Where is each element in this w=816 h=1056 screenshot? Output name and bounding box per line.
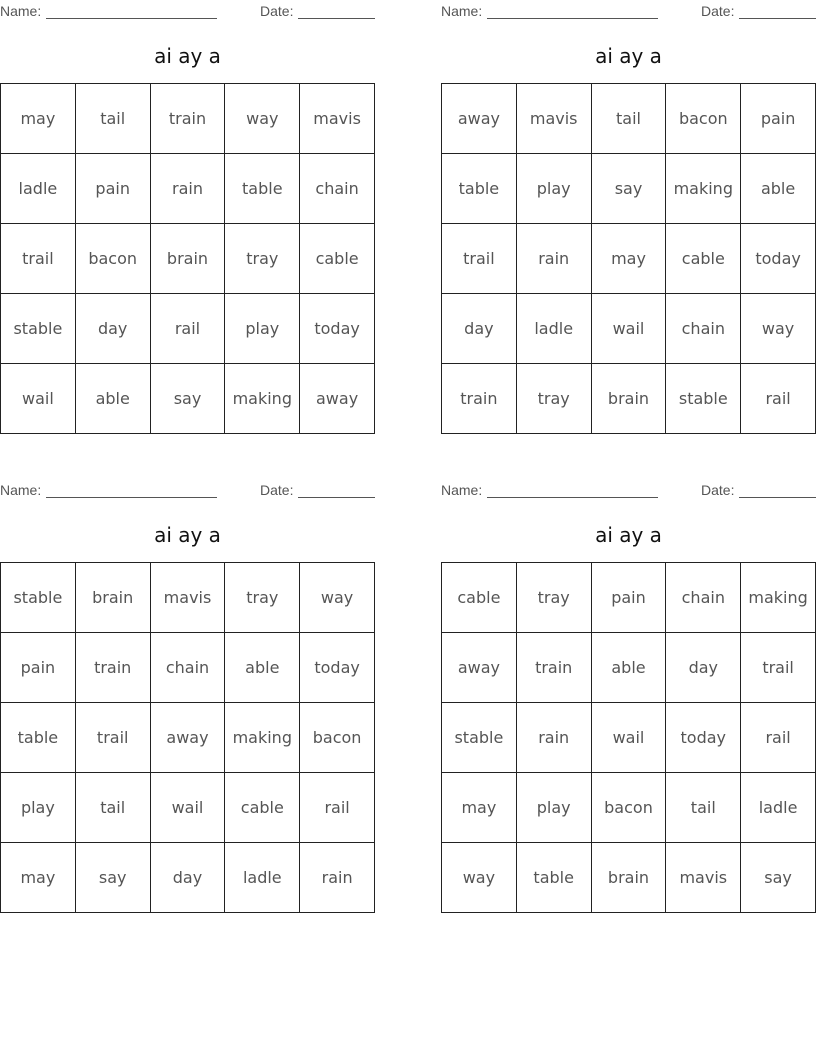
word-grid	[0, 83, 375, 434]
grid-cell: say	[76, 843, 151, 913]
word-grid	[441, 83, 816, 434]
grid-cell: away	[151, 703, 226, 773]
grid-cell: table	[225, 154, 300, 224]
grid-cell: brain	[76, 563, 151, 633]
grid-cell: may	[1, 843, 76, 913]
name-label: Name:	[441, 3, 483, 19]
grid-cell: day	[666, 633, 741, 703]
grid-cell: may	[592, 224, 667, 294]
card-header	[441, 3, 816, 21]
grid-cell: cable	[442, 563, 517, 633]
name-line	[487, 497, 658, 498]
grid-cell: train	[151, 84, 226, 154]
grid-cell: rail	[300, 773, 375, 843]
name-label: Name:	[441, 482, 483, 498]
word-grid	[0, 562, 375, 913]
name-label: Name:	[0, 482, 42, 498]
grid-cell: making	[225, 703, 300, 773]
date-label: Date:	[260, 482, 294, 498]
grid-cell: day	[76, 294, 151, 364]
grid-cell: ladle	[225, 843, 300, 913]
grid-cell: rain	[300, 843, 375, 913]
grid-cell: away	[442, 633, 517, 703]
grid-cell: play	[225, 294, 300, 364]
grid-cell: able	[225, 633, 300, 703]
grid-cell: day	[151, 843, 226, 913]
date-label: Date:	[701, 3, 735, 19]
grid-cell: cable	[666, 224, 741, 294]
grid-cell: trail	[76, 703, 151, 773]
grid-cell: trail	[442, 224, 517, 294]
bingo-card-4	[441, 479, 816, 915]
grid-cell: brain	[151, 224, 226, 294]
grid-cell: play	[517, 773, 592, 843]
grid-cell: rail	[741, 364, 816, 434]
card-title: ai ay a	[154, 44, 221, 68]
grid-cell: ladle	[1, 154, 76, 224]
grid-cell: bacon	[666, 84, 741, 154]
date-label: Date:	[701, 482, 735, 498]
grid-cell: today	[741, 224, 816, 294]
grid-cell: able	[741, 154, 816, 224]
grid-cell: making	[666, 154, 741, 224]
grid-cell: chain	[666, 563, 741, 633]
card-header	[441, 482, 816, 500]
card-title: ai ay a	[154, 523, 221, 547]
date-line	[739, 18, 816, 19]
grid-cell: tray	[225, 224, 300, 294]
name-line	[487, 18, 658, 19]
grid-cell: trail	[1, 224, 76, 294]
grid-cell: may	[442, 773, 517, 843]
grid-cell: wail	[592, 294, 667, 364]
grid-cell: say	[741, 843, 816, 913]
grid-cell: cable	[225, 773, 300, 843]
grid-cell: stable	[1, 294, 76, 364]
grid-cell: rail	[741, 703, 816, 773]
grid-cell: train	[442, 364, 517, 434]
grid-cell: today	[300, 633, 375, 703]
grid-cell: say	[151, 364, 226, 434]
grid-cell: today	[666, 703, 741, 773]
grid-cell: stable	[442, 703, 517, 773]
grid-cell: wail	[151, 773, 226, 843]
grid-cell: chain	[151, 633, 226, 703]
grid-cell: stable	[1, 563, 76, 633]
bingo-card-1	[0, 0, 375, 436]
bingo-card-3	[0, 479, 375, 915]
grid-cell: way	[741, 294, 816, 364]
grid-cell: able	[76, 364, 151, 434]
grid-cell: bacon	[300, 703, 375, 773]
grid-cell: wail	[1, 364, 76, 434]
grid-cell: brain	[592, 364, 667, 434]
grid-cell: tail	[592, 84, 667, 154]
grid-cell: may	[1, 84, 76, 154]
grid-cell: ladle	[741, 773, 816, 843]
date-label: Date:	[260, 3, 294, 19]
grid-cell: away	[300, 364, 375, 434]
grid-cell: tail	[76, 773, 151, 843]
grid-cell: making	[741, 563, 816, 633]
grid-cell: mavis	[517, 84, 592, 154]
grid-cell: tray	[517, 364, 592, 434]
grid-cell: brain	[592, 843, 667, 913]
grid-cell: cable	[300, 224, 375, 294]
grid-cell: play	[517, 154, 592, 224]
grid-cell: mavis	[666, 843, 741, 913]
word-grid	[441, 562, 816, 913]
grid-cell: tray	[225, 563, 300, 633]
grid-cell: pain	[741, 84, 816, 154]
name-line	[46, 18, 217, 19]
card-header	[0, 482, 375, 500]
grid-cell: mavis	[300, 84, 375, 154]
card-title: ai ay a	[595, 44, 662, 68]
grid-cell: day	[442, 294, 517, 364]
grid-cell: bacon	[592, 773, 667, 843]
grid-cell: way	[225, 84, 300, 154]
grid-cell: chain	[300, 154, 375, 224]
grid-cell: ladle	[517, 294, 592, 364]
date-line	[739, 497, 816, 498]
date-line	[298, 18, 375, 19]
grid-cell: trail	[741, 633, 816, 703]
grid-cell: table	[1, 703, 76, 773]
grid-cell: rain	[151, 154, 226, 224]
grid-cell: tail	[666, 773, 741, 843]
grid-cell: away	[442, 84, 517, 154]
grid-cell: pain	[76, 154, 151, 224]
grid-cell: pain	[592, 563, 667, 633]
grid-cell: mavis	[151, 563, 226, 633]
date-line	[298, 497, 375, 498]
grid-cell: rain	[517, 224, 592, 294]
name-label: Name:	[0, 3, 42, 19]
card-header	[0, 3, 375, 21]
grid-cell: wail	[592, 703, 667, 773]
name-line	[46, 497, 217, 498]
grid-cell: say	[592, 154, 667, 224]
grid-cell: chain	[666, 294, 741, 364]
grid-cell: able	[592, 633, 667, 703]
grid-cell: rain	[517, 703, 592, 773]
grid-cell: tail	[76, 84, 151, 154]
grid-cell: play	[1, 773, 76, 843]
card-title: ai ay a	[595, 523, 662, 547]
grid-cell: tray	[517, 563, 592, 633]
grid-cell: stable	[666, 364, 741, 434]
grid-cell: way	[442, 843, 517, 913]
grid-cell: way	[300, 563, 375, 633]
grid-cell: table	[442, 154, 517, 224]
grid-cell: rail	[151, 294, 226, 364]
bingo-card-2	[441, 0, 816, 436]
grid-cell: making	[225, 364, 300, 434]
grid-cell: pain	[1, 633, 76, 703]
grid-cell: train	[76, 633, 151, 703]
grid-cell: bacon	[76, 224, 151, 294]
grid-cell: train	[517, 633, 592, 703]
grid-cell: today	[300, 294, 375, 364]
grid-cell: table	[517, 843, 592, 913]
